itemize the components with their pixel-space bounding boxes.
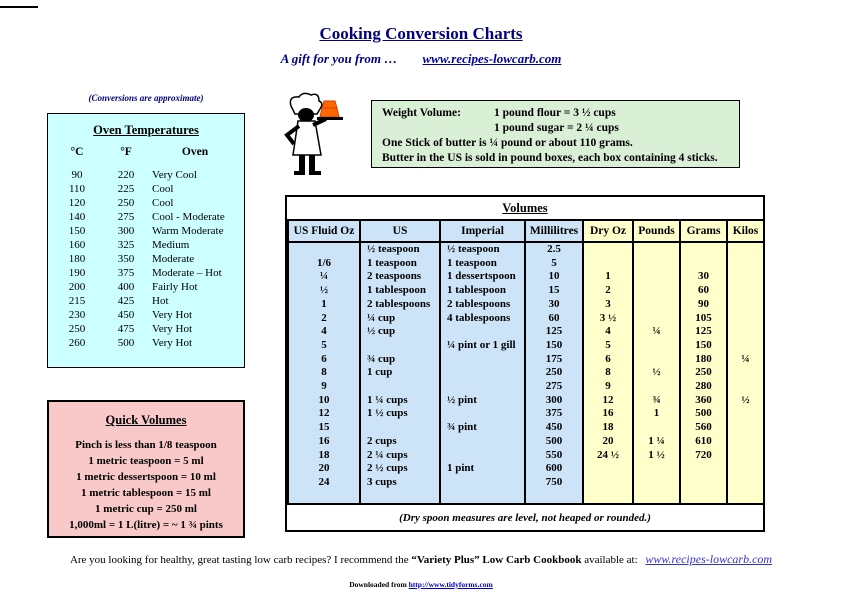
footer-available: available at: [581,554,641,566]
table-cell: 425 [117,295,135,307]
table-cell: ½ [633,366,680,380]
oven-row-header [54,142,238,168]
table-cell: 18 [288,449,360,463]
table-cell: 2.5 [525,242,583,257]
column-header: Imperial [440,220,525,242]
table-cell: 200 [68,281,86,293]
table-cell: 1 teaspoon [360,257,440,271]
table-cell [633,284,680,298]
oven-row [54,280,238,294]
table-cell: 225 [117,183,135,195]
oven-row [54,182,238,196]
approx-note: (Conversions are approximate) [88,93,204,103]
table-cell: 500 [117,337,135,349]
quick-volume-line: 1 metric dessertspoon = 10 ml [76,471,216,483]
oven-row [54,168,238,182]
table-cell: Warm Moderate [152,225,224,237]
table-cell [440,407,525,421]
table-cell [633,380,680,394]
table-cell: 250 [525,366,583,380]
oven-temperatures-table [54,142,238,350]
table-cell [583,242,633,257]
table-cell: 110 [68,183,86,195]
table-cell: 150 [525,339,583,353]
oven-row [54,294,238,308]
table-cell: 18 [583,421,633,435]
table-cell: 2 teaspoons [360,270,440,284]
table-cell [440,435,525,449]
oven-row [54,224,238,238]
table-cell: 24 [288,476,360,490]
column-header: Dry Oz [583,220,633,242]
table-cell: 12 [288,407,360,421]
table-cell [633,476,680,490]
table-cell: 10 [525,270,583,284]
table-cell: 1 tablespoon [440,284,525,298]
column-header: Pounds [633,220,680,242]
table-cell: Cool [152,197,174,209]
subtitle [0,51,842,67]
table-cell [727,242,764,257]
table-cell: 140 [68,211,86,223]
scan-artifact-line [0,6,38,8]
table-cell: ¼ pint or 1 gill [440,339,525,353]
table-cell: 60 [680,284,727,298]
table-cell [727,325,764,339]
table-cell: 450 [525,421,583,435]
table-cell: 20 [583,435,633,449]
weight-volume-flour: 1 pound flour = 3 ½ cups [494,107,616,119]
table-cell: 4 [583,325,633,339]
table-cell [583,462,633,476]
table-cell: 250 [117,197,135,209]
table-cell: 8 [583,366,633,380]
table-cell: Very Hot [152,309,193,321]
table-cell: 325 [117,239,135,251]
table-cell: 610 [680,435,727,449]
table-cell-empty [440,490,525,505]
volumes-table [287,219,765,505]
table-cell: ¼ [633,325,680,339]
oven-row [54,238,238,252]
table-cell [633,312,680,326]
table-cell: 1 [288,298,360,312]
table-cell [633,242,680,257]
table-cell: ¾ cup [360,353,440,367]
table-cell: ½ teaspoon [440,242,525,257]
table-cell: 275 [117,211,135,223]
table-cell: 5 [288,339,360,353]
table-cell: ½ pint [440,394,525,408]
weight-volume-butter1: One Stick of butter is ¼ pound or about 110 grams. [382,137,633,149]
table-cell: ¾ pint [440,421,525,435]
table-cell: 120 [68,197,86,209]
weight-volume-box [371,100,740,168]
table-cell: 2 tablespoons [360,298,440,312]
table-cell [440,476,525,490]
table-cell [288,242,360,257]
table-cell [360,421,440,435]
volumes-row [288,366,764,380]
oven-row [54,308,238,322]
column-header: Kilos [727,220,764,242]
table-cell: Medium [152,239,190,251]
quick-volume-line: 1 metric teaspoon = 5 ml [88,455,204,467]
table-cell: 560 [680,421,727,435]
volumes-row [288,298,764,312]
table-cell: 275 [525,380,583,394]
table-cell [633,339,680,353]
table-cell: 5 [525,257,583,271]
table-cell: 2 [288,312,360,326]
table-cell: 300 [117,225,135,237]
table-cell: 6 [288,353,360,367]
quick-volumes-title: Quick Volumes [105,413,187,427]
volumes-row [288,435,764,449]
table-cell: 180 [68,253,86,265]
table-cell-empty [680,490,727,505]
table-cell: 1 tablespoon [360,284,440,298]
table-cell: ¼ [727,353,764,367]
table-cell: 1 teaspoon [440,257,525,271]
weight-volume-sugar: 1 pound sugar = 2 ¼ cups [494,122,619,134]
table-cell: 2 cups [360,435,440,449]
column-header: Grams [680,220,727,242]
table-cell: 12 [583,394,633,408]
table-cell [727,298,764,312]
table-cell [440,325,525,339]
quick-volume-line: 1 metric tablespoon = 15 ml [80,487,211,499]
table-cell: 90 [71,169,83,181]
table-cell: 450 [117,309,135,321]
table-cell: Moderate [152,253,195,265]
table-cell: 500 [525,435,583,449]
table-cell [440,449,525,463]
table-cell [633,298,680,312]
table-cell: Very Cool [152,169,197,181]
table-cell: 280 [680,380,727,394]
table-cell: 4 [288,325,360,339]
table-cell: 190 [68,267,86,279]
table-cell: 350 [117,253,135,265]
table-cell: 2 ¼ cups [360,449,440,463]
volumes-row [288,257,764,271]
footer-cookbook: “Variety Plus” Low Carb Cookbook [411,554,582,566]
table-cell: 3 [583,298,633,312]
table-cell [727,270,764,284]
volumes-row-header [288,220,764,242]
table-cell [360,339,440,353]
table-cell: ½ [727,394,764,408]
table-cell [727,449,764,463]
table-cell [440,380,525,394]
table-cell: Very Hot [152,337,193,349]
table-cell: 360 [680,394,727,408]
table-cell: 400 [117,281,135,293]
table-cell: 1/6 [288,257,360,271]
table-cell: 3 ½ [583,312,633,326]
table-cell: 9 [583,380,633,394]
oven-temperatures-title: Oven Temperatures [93,123,199,137]
table-cell: 1 [583,270,633,284]
table-cell [633,257,680,271]
quick-volume-line: 1 metric cup = 250 ml [95,503,197,515]
footer [0,552,842,567]
table-cell [680,242,727,257]
volumes-row [288,242,764,257]
table-cell: 230 [68,309,86,321]
table-cell: 2 ½ cups [360,462,440,476]
table-cell [680,476,727,490]
oven-row [54,210,238,224]
table-cell [680,257,727,271]
volumes-row [288,339,764,353]
table-cell: 16 [288,435,360,449]
table-cell: 2 [583,284,633,298]
volumes-row [288,325,764,339]
table-cell: 550 [525,449,583,463]
table-cell [727,366,764,380]
volumes-footnote: (Dry spoon measures are level, not heaped or rounded.) [399,512,651,525]
table-cell: 2 tablespoons [440,298,525,312]
table-cell: 160 [68,239,86,251]
column-header: °F [120,146,132,158]
table-cell [440,353,525,367]
table-cell: Moderate – Hot [152,267,222,279]
table-cell [727,257,764,271]
table-cell: 1 ½ cups [360,407,440,421]
weight-volume-row [382,106,729,121]
table-cell-empty [633,490,680,505]
table-cell: ½ teaspoon [360,242,440,257]
table-cell [727,407,764,421]
volumes-row [288,312,764,326]
table-cell: 20 [288,462,360,476]
table-cell: Very Hot [152,323,193,335]
table-cell: 260 [68,337,86,349]
table-cell [440,366,525,380]
volumes-row [288,380,764,394]
volumes-title: Volumes [502,201,548,215]
table-cell: 300 [525,394,583,408]
table-cell: 720 [680,449,727,463]
oven-row [54,322,238,336]
table-cell: 105 [680,312,727,326]
table-cell: 30 [680,270,727,284]
table-cell: 15 [525,284,583,298]
table-cell: 10 [288,394,360,408]
table-cell: 750 [525,476,583,490]
table-cell: 600 [525,462,583,476]
column-header: US [360,220,440,242]
table-cell: ¾ [633,394,680,408]
table-cell: Fairly Hot [152,281,198,293]
oven-row [54,252,238,266]
column-header: Millilitres [525,220,583,242]
volumes-row [288,449,764,463]
table-cell [360,380,440,394]
table-cell: 180 [680,353,727,367]
footer-question: Are you looking for healthy, great tasting low carb recipes? I recommend the [69,554,412,566]
table-cell: 1 dessertspoon [440,270,525,284]
oven-row [54,336,238,350]
oven-row [54,266,238,280]
quick-volumes-lines [49,437,243,533]
table-cell-empty [525,490,583,505]
table-cell: 15 [288,421,360,435]
page-title: Cooking Conversion Charts [319,24,523,43]
subtitle-text: A gift for you from … [280,51,398,66]
table-cell: 4 tablespoons [440,312,525,326]
column-header: US Fluid Oz [288,220,360,242]
table-cell: 3 cups [360,476,440,490]
table-cell: 5 [583,339,633,353]
table-cell: 60 [525,312,583,326]
table-cell: Cool - Moderate [152,211,225,223]
table-cell-empty [727,490,764,505]
table-cell [727,312,764,326]
table-cell: 9 [288,380,360,394]
weight-volume-label: Weight Volume: [382,107,461,119]
volumes-row [288,421,764,435]
table-cell-empty [583,490,633,505]
quick-volumes-box [47,400,245,538]
column-header: Oven [181,146,209,158]
table-cell: 1 [633,407,680,421]
volumes-box [285,195,765,532]
table-cell: ½ cup [360,325,440,339]
download-prefix: Downloaded from [349,580,409,589]
table-cell: Cool [152,183,174,195]
volumes-row [288,353,764,367]
header-link[interactable]: www.recipes-lowcarb.com [422,51,562,66]
table-cell [633,353,680,367]
table-cell [727,476,764,490]
chef-icon [278,92,344,182]
volumes-row [288,476,764,490]
column-header: °C [70,146,84,158]
table-cell: 6 [583,353,633,367]
table-cell: 150 [680,339,727,353]
table-cell: 16 [583,407,633,421]
table-cell: ¼ [288,270,360,284]
table-cell: 175 [525,353,583,367]
oven-row [54,196,238,210]
quick-volume-line: 1,000ml = 1 L(litre) = ~ 1 ¾ pints [69,519,223,531]
table-cell: 150 [68,225,86,237]
table-cell [727,339,764,353]
quick-volume-line: Pinch is less than 1/8 teaspoon [75,439,217,451]
table-cell: 1 ¼ [633,435,680,449]
table-cell-empty [360,490,440,505]
table-cell: 90 [680,298,727,312]
table-cell: 375 [117,267,135,279]
table-cell: 24 ½ [583,449,633,463]
table-cell: 30 [525,298,583,312]
table-cell [633,421,680,435]
table-cell [680,462,727,476]
table-cell [583,476,633,490]
table-cell: 8 [288,366,360,380]
weight-volume-butter2: Butter in the US is sold in pound boxes, each box containing 4 sticks. [382,152,718,164]
volumes-row [288,284,764,298]
table-cell: ½ [288,284,360,298]
table-cell: 1 cup [360,366,440,380]
table-cell: 125 [525,325,583,339]
table-cell: 250 [68,323,86,335]
footer-link[interactable]: www.recipes-lowcarb.com [645,552,773,566]
table-cell [727,380,764,394]
table-cell: 125 [680,325,727,339]
table-cell: ¼ cup [360,312,440,326]
table-cell: 1 ¼ cups [360,394,440,408]
table-cell: 215 [68,295,86,307]
download-line [0,580,842,589]
oven-temperatures-box [47,113,245,368]
download-link[interactable]: http://www.tidyforms.com [408,580,493,589]
table-cell [727,462,764,476]
table-cell: 250 [680,366,727,380]
table-cell [727,284,764,298]
table-cell [727,435,764,449]
table-cell [633,462,680,476]
volumes-row [288,462,764,476]
volumes-row [288,270,764,284]
table-cell [633,270,680,284]
table-cell: 500 [680,407,727,421]
table-cell [727,421,764,435]
table-cell: 220 [117,169,135,181]
volumes-row [288,407,764,421]
table-cell: 1 pint [440,462,525,476]
table-cell: 1 ½ [633,449,680,463]
volumes-row-filler [288,490,764,505]
table-cell-empty [288,490,360,505]
table-cell [583,257,633,271]
table-cell: Hot [152,295,169,307]
table-cell: 375 [525,407,583,421]
volumes-row [288,394,764,408]
table-cell: 475 [117,323,135,335]
